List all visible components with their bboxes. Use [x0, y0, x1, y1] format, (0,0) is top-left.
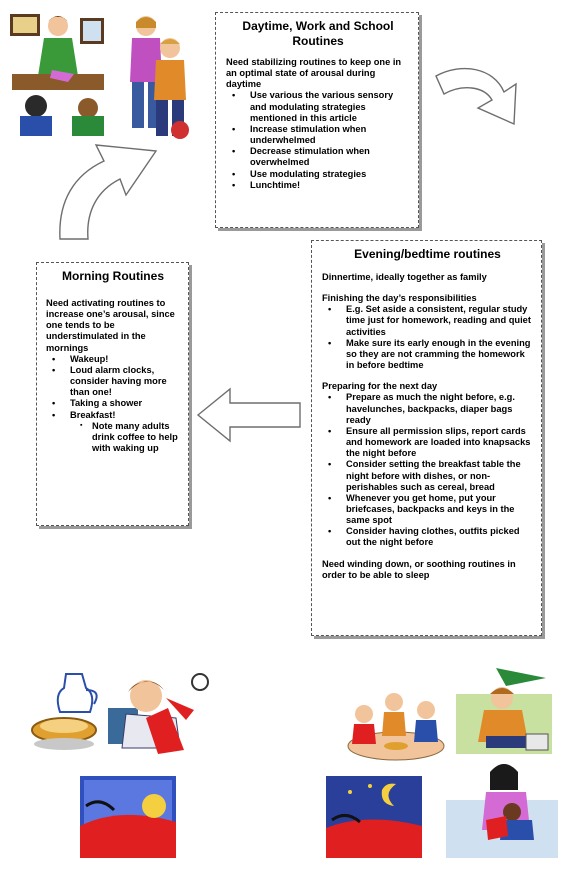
evening-preparing-heading: Preparing for the next day — [322, 381, 438, 392]
list-item: • Lunchtime! — [250, 180, 410, 191]
kids-playing-ball-clipart — [118, 12, 200, 142]
morning-intro: Need activating routines to increase one’s arousal, since one tends to be understimulated in the mornings — [46, 298, 175, 353]
list-item: • Use modulating strategies — [250, 169, 410, 180]
list-item: • Loud alarm clocks, consider having more than one! — [70, 365, 180, 398]
evening-dinner: Dinnertime, ideally together as family — [322, 272, 487, 282]
evening-routines-box — [311, 240, 542, 636]
list-item: • Consider setting the breakfast table the night before with dishes, or non-perishables such as cereal, bread — [346, 459, 533, 492]
evening-closing: Need winding down, or soothing routines in order to be able to sleep — [322, 558, 516, 580]
curved-arrow-up-icon — [54, 135, 164, 243]
list-item: • Wakeup! — [70, 354, 180, 365]
evening-responsibilities-list — [322, 304, 533, 371]
curved-arrow-right-icon — [432, 58, 528, 134]
morning-routines-box — [36, 262, 189, 526]
bedtime-story-clipart — [446, 760, 558, 858]
list-item: ▪ Note many adults drink coffee to help with waking up — [92, 421, 180, 454]
morning-sub-list — [70, 421, 180, 454]
list-item: • Decrease stimulation when overwhelmed — [250, 146, 410, 168]
daytime-list — [226, 90, 410, 190]
classroom-teacher-clipart — [8, 8, 108, 136]
list-item: • Prepare as much the night before, e.g. havelunches, backpacks, diaper bags ready — [346, 392, 533, 425]
list-item: • E.g. Set aside a consistent, regular study time just for homework, reading and quiet activities — [346, 304, 533, 337]
alarm-wakeup-clipart — [106, 668, 214, 758]
evening-responsibilities-heading: Finishing the day’s responsibilities — [322, 293, 477, 304]
list-item: • Taking a shower — [70, 398, 180, 409]
list-item: • Ensure all permission slips, report cards and homework are loaded into knapsacks the night before — [346, 426, 533, 459]
family-dinner-clipart — [346, 686, 446, 764]
list-item — [70, 410, 180, 455]
left-arrow-icon — [196, 385, 302, 445]
daytime-title: Daytime, Work and School Routines — [242, 19, 394, 48]
morning-list — [46, 354, 180, 454]
list-item-label: Breakfast! — [70, 409, 116, 420]
daytime-intro: Need stabilizing routines to keep one in an optimal state of arousal during daytime — [226, 57, 402, 90]
homework-student-clipart — [456, 664, 552, 756]
list-item: • Increase stimulation when underwhelmed — [250, 124, 410, 146]
morning-title: Morning Routines — [62, 269, 164, 283]
sleeping-night-clipart — [80, 776, 176, 858]
evening-preparing-list — [322, 392, 533, 548]
list-item: • Use various the various sensory and modulating strategies mentioned in this article — [250, 90, 410, 123]
bedtime-moon-clipart — [326, 776, 422, 858]
breakfast-clipart — [30, 664, 110, 756]
evening-title: Evening/bedtime routines — [354, 247, 501, 261]
list-item: • Make sure its early enough in the evening so they are not cramming the homework in before bedtime — [346, 338, 533, 371]
daytime-routines-box — [215, 12, 419, 228]
list-item: • Whenever you get home, put your briefcases, backpacks and keys in the same spot — [346, 493, 533, 526]
list-item: • Consider having clothes, outfits picked out the night before — [346, 526, 533, 548]
